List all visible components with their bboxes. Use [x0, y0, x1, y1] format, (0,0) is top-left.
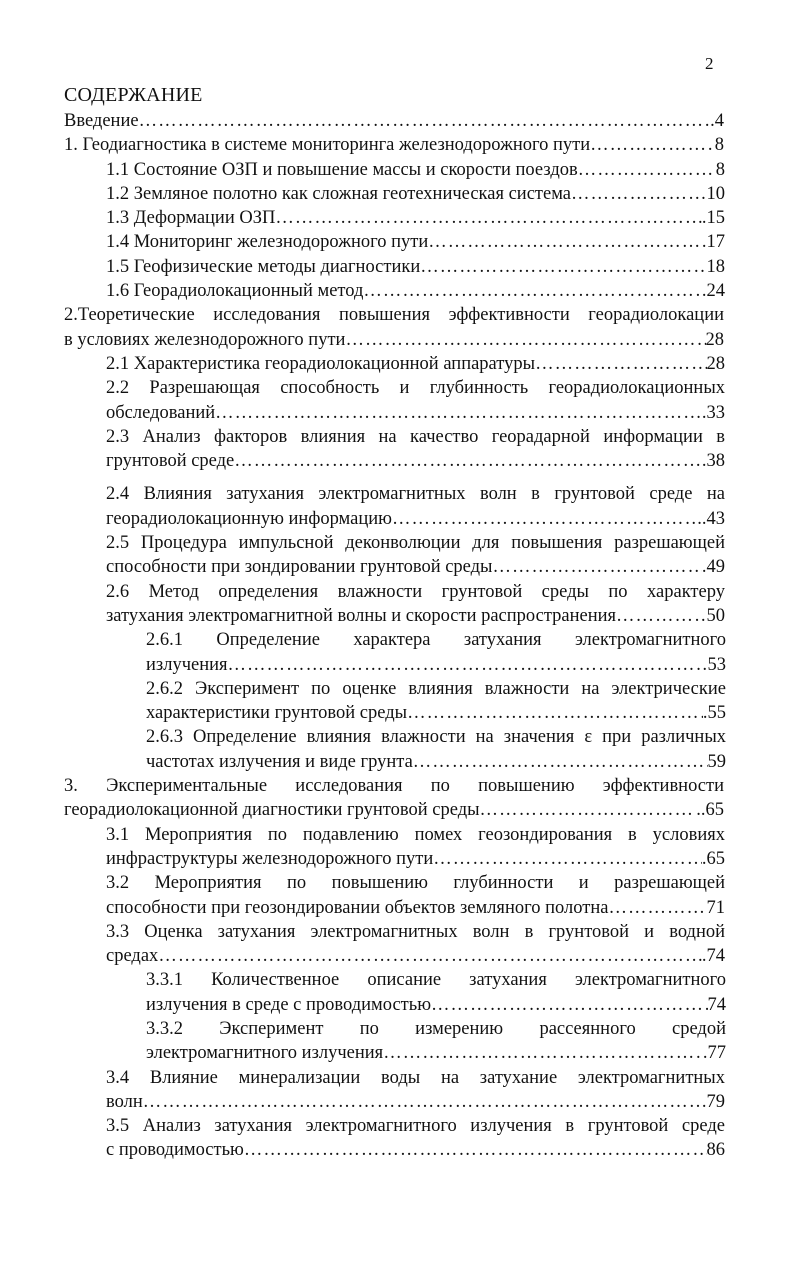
toc-entry-page: .24 [701, 281, 725, 302]
toc-entry-page: .49 [701, 557, 725, 578]
toc-entry[interactable] [106, 255, 725, 279]
toc-entry-lead: 3.1 Мероприятия по подавлению помех геозондирования в условиях [106, 824, 725, 845]
toc-entry[interactable] [106, 158, 725, 182]
toc-entry-lead: 2.4 Влияния затухания электромагнитных волн в грунтовой среде на [106, 484, 725, 505]
toc-entry[interactable] [106, 182, 725, 206]
toc-entry-lead: 2.6 Метод определения влажности грунтовой среды по характеру [106, 581, 725, 602]
table-of-contents [0, 109, 793, 1163]
dot-leader [493, 555, 702, 579]
toc-entry-title: 1.1 Состояние ОЗП и повышение массы и скорости поездов [106, 159, 578, 180]
dot-leader [383, 1041, 703, 1065]
toc-entry-title: 1.2 Земляное полотно как сложная геотехническая система [106, 183, 572, 204]
toc-entry-page: .38 [701, 451, 725, 472]
toc-entry-page: ..65 [696, 800, 724, 821]
dot-leader [413, 750, 708, 774]
toc-entry-title: способности при зондировании грунтовой среды [106, 557, 493, 578]
page-number: 2 [705, 54, 714, 73]
toc-entry-page: .65 [701, 848, 725, 869]
toc-entry-title: георадиолокационную информацию [106, 508, 392, 529]
toc-entry-page: ..43 [697, 508, 725, 529]
toc-entry[interactable] [106, 531, 725, 580]
toc-entry-title: средах [106, 946, 159, 967]
dot-leader [571, 182, 706, 206]
toc-entry-lead: 2.5 Процедура импульсной деконволюции для повышения разрешающей [106, 533, 725, 554]
toc-entry[interactable] [146, 968, 726, 1017]
toc-entry[interactable] [106, 206, 725, 230]
dot-leader [158, 944, 702, 968]
toc-entry-lead: 3. Экспериментальные исследования по повышению эффективности [64, 776, 724, 797]
toc-entry-lead: 3.5 Анализ затухания электромагнитного излучения в грунтовой среде [106, 1116, 725, 1137]
toc-entry[interactable] [106, 376, 725, 425]
toc-entry-lead: 2.2 Разрешающая способность и глубинность георадиолокационных [106, 378, 725, 399]
toc-entry-lead: 2.Теоретические исследования повышения эффективности георадиолокации [64, 305, 724, 326]
dot-leader [608, 896, 706, 920]
toc-entry-title: излучения [146, 654, 228, 675]
toc-entry-page: 53 [707, 654, 726, 675]
dot-leader [392, 507, 697, 531]
toc-entry-title: обследований [106, 402, 216, 423]
toc-entry-page: .79 [701, 1091, 725, 1112]
toc-entry[interactable] [64, 774, 724, 823]
toc-entry[interactable] [106, 230, 725, 254]
toc-entry-lead: 3.2 Мероприятия по повышению глубинности и разрешающей [106, 873, 725, 894]
toc-entry-title: способности при геозондировании объектов земляного полотна [106, 897, 609, 918]
toc-entry-title: с проводимостью [106, 1140, 244, 1161]
toc-entry-title: Введение [64, 111, 139, 131]
toc-entry-title: георадиолокационной диагностики грунтовой среды [64, 800, 480, 821]
dot-leader [363, 279, 702, 303]
toc-entry[interactable] [106, 823, 725, 872]
toc-entry-page: 74 [707, 994, 726, 1015]
toc-entry-title: электромагнитного излучения [146, 1043, 384, 1064]
toc-entry-page: .33 [701, 402, 725, 423]
toc-entry-page: 28 [705, 329, 724, 350]
toc-entry[interactable] [106, 425, 725, 474]
dot-leader [234, 449, 702, 473]
toc-entry-page: 59 [707, 751, 726, 772]
toc-entry[interactable] [64, 109, 724, 133]
dot-leader [345, 328, 705, 352]
dot-leader [433, 847, 702, 871]
dot-leader [616, 604, 706, 628]
toc-entry-lead: 3.3 Оценка затухания электромагнитных волн в грунтовой и водной [106, 921, 725, 942]
toc-entry[interactable] [106, 1114, 725, 1163]
dot-leader [428, 230, 702, 254]
dot-leader [407, 701, 703, 725]
toc-entry-page: 28 [706, 353, 725, 374]
dot-leader [228, 653, 708, 677]
toc-entry-page: 18 [706, 256, 725, 277]
toc-entry-title: грунтовой среде [106, 451, 235, 472]
dot-leader [139, 109, 711, 133]
toc-entry-page: .15 [701, 208, 725, 229]
toc-entry-page: 10 [706, 183, 725, 204]
toc-entry-lead: 2.6.1 Определение характера затухания электромагнитного [146, 630, 726, 651]
toc-entry-title: 1.6 Георадиолокационный метод [106, 281, 364, 302]
dot-leader [535, 352, 706, 376]
toc-entry-page: 71 [706, 897, 725, 918]
toc-entry-lead: 2.6.3 Определение влияния влажности на значения ε при различных [146, 727, 726, 748]
toc-entry-page: .77 [702, 1043, 726, 1064]
toc-title: СОДЕРЖАНИЕ [64, 84, 203, 106]
toc-entry[interactable] [106, 871, 725, 920]
dot-leader [480, 798, 697, 822]
toc-entry[interactable] [106, 482, 725, 531]
toc-entry[interactable] [106, 920, 725, 969]
toc-entry[interactable] [64, 303, 724, 352]
toc-entry-page: 8 [715, 159, 725, 180]
toc-entry-title: характеристики грунтовой среды [146, 703, 408, 724]
toc-entry-title: затухания электромагнитной волны и скорости распространения [106, 605, 617, 626]
toc-entry-lead: 2.6.2 Эксперимент по оценке влияния влажности на электрические [146, 678, 726, 699]
toc-entry[interactable] [146, 628, 726, 677]
toc-entry[interactable] [64, 133, 724, 157]
toc-entry-page: .74 [701, 946, 725, 967]
toc-entry-title: 1.3 Деформации ОЗП [106, 208, 276, 229]
toc-entry-title: волн [106, 1091, 143, 1112]
toc-entry[interactable] [106, 580, 725, 629]
toc-entry[interactable] [146, 725, 726, 774]
toc-entry-page: .55 [702, 703, 726, 724]
dot-leader [420, 255, 706, 279]
toc-entry-page: .4 [710, 111, 724, 131]
dot-leader [244, 1138, 707, 1162]
dot-leader [215, 401, 702, 425]
toc-entry-lead: 3.3.1 Количественное описание затухания электромагнитного [146, 970, 726, 991]
toc-entry-page: 86 [706, 1140, 725, 1161]
toc-entry-title: 2.1 Характеристика георадиолокационной аппаратуры [106, 353, 536, 374]
toc-entry-title: инфраструктуры железнодорожного пути [106, 848, 434, 869]
toc-entry-title: излучения в среде с проводимостью [146, 994, 432, 1015]
dot-leader [431, 993, 707, 1017]
toc-entry[interactable] [146, 1017, 726, 1066]
toc-entry-title: частотах излучения и виде грунта [146, 751, 413, 772]
toc-entry-lead: 3.4 Влияние минерализации воды на затухание электромагнитных [106, 1067, 725, 1088]
toc-entry-page: .17 [701, 232, 725, 253]
toc-entry-page: 50 [706, 605, 725, 626]
toc-entry-lead: 3.3.2 Эксперимент по измерению рассеянного средой [146, 1018, 726, 1039]
toc-entry-page: 8 [714, 135, 724, 156]
dot-leader [590, 133, 715, 157]
dot-leader [143, 1090, 702, 1114]
toc-entry-lead: 2.3 Анализ факторов влияния на качество георадарной информации в [106, 426, 725, 447]
toc-entry[interactable] [106, 279, 725, 303]
toc-entry-title: 1.4 Мониторинг железнодорожного пути [106, 232, 429, 253]
toc-entry[interactable] [146, 677, 726, 726]
toc-entry-title: 1.5 Геофизические методы диагностики [106, 256, 421, 277]
dot-leader [578, 158, 716, 182]
toc-entry-title: в условиях железнодорожного пути [64, 329, 346, 350]
toc-entry[interactable] [106, 352, 725, 376]
toc-entry[interactable] [106, 1066, 725, 1115]
toc-entry-title: 1. Геодиагностика в системе мониторинга железнодорожного пути [64, 135, 591, 156]
dot-leader [275, 206, 702, 230]
